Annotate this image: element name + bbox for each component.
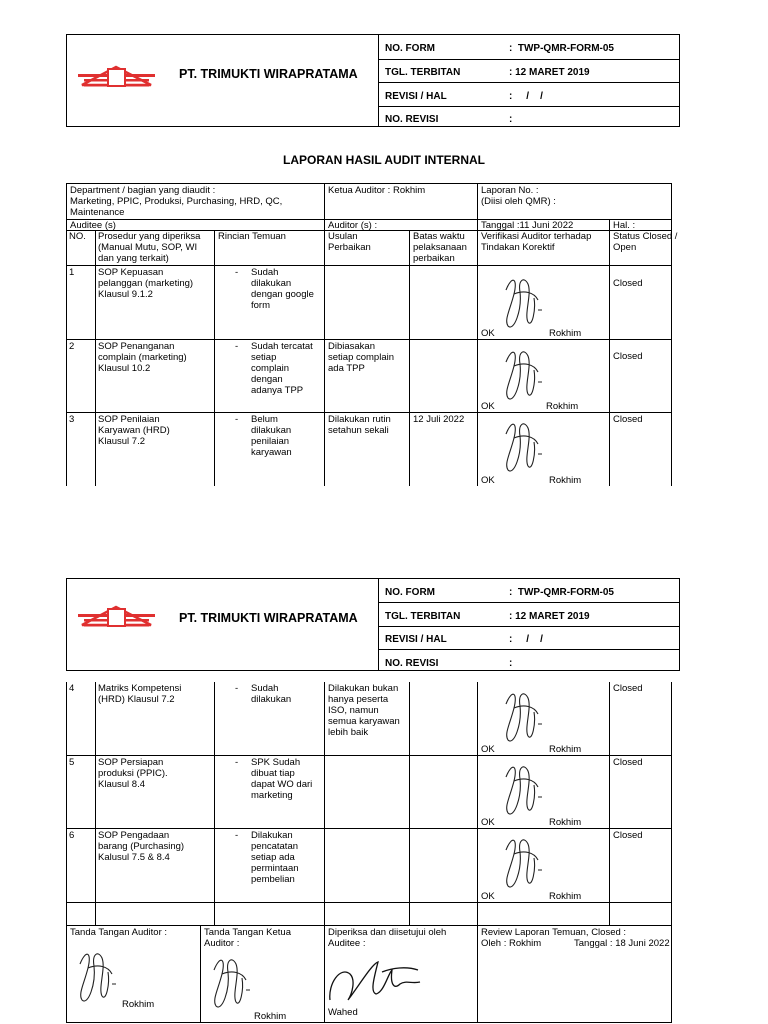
auditor-signature-name: Rokhim: [122, 999, 155, 1010]
row-ok: OK: [481, 891, 495, 902]
no-form-label: NO. FORM: [385, 43, 435, 54]
no-revisi-label: NO. REVISI: [385, 658, 439, 669]
company-logo: [78, 65, 155, 87]
row-prosedur: SOP Pengadaan barang (Purchasing) Kalusul 7.5 & 8.4: [98, 830, 185, 863]
row-auditor-name: Rokhim: [549, 817, 582, 828]
no-form-label: NO. FORM: [385, 587, 435, 598]
auditor-signature: [494, 684, 554, 746]
auditor-field: Auditor (s) :: [328, 220, 378, 231]
row-prosedur: SOP Penilaian Karyawan (HRD) Klausul 7.2: [98, 414, 170, 447]
row-dash: -: [235, 414, 239, 425]
row-no: 5: [69, 757, 75, 768]
row-status: Closed: [613, 414, 643, 425]
col-batas-header: Batas waktu pelaksanaan perbaikan: [413, 231, 467, 264]
auditee-signature: [326, 944, 426, 1006]
no-form-value: : TWP-QMR-FORM-05: [509, 43, 614, 54]
no-revisi-value: :: [509, 114, 513, 125]
row-status: Closed: [613, 830, 643, 841]
row-no: 3: [69, 414, 75, 425]
row-ok: OK: [481, 817, 495, 828]
col-status-header: Status Closed / Open: [613, 231, 678, 253]
auditee-approval-label: Diperiksa dan diisetujui oleh Auditee :: [328, 927, 447, 949]
col-no-header: NO.: [69, 231, 86, 242]
row-dash: -: [235, 830, 239, 841]
col-rincian-header: Rincian Temuan: [218, 231, 286, 242]
row-status: Closed: [613, 278, 643, 289]
row-ok: OK: [481, 401, 495, 412]
company-logo: [78, 605, 155, 627]
row-ok: OK: [481, 328, 495, 339]
ketua-auditor-field: Ketua Auditor : Rokhim: [328, 185, 426, 196]
revisi-hal-value: : / /: [509, 634, 543, 645]
row-temuan: Sudah dilakukan: [251, 683, 292, 705]
review-date: Tanggal : 18 Juni 2022: [574, 938, 670, 949]
no-revisi-value: :: [509, 658, 513, 669]
company-name: PT. TRIMUKTI WIRAPRATAMA: [179, 611, 358, 625]
auditee-name: Wahed: [328, 1007, 358, 1018]
auditor-signature: [494, 757, 554, 819]
ketua-signature-name: Rokhim: [254, 1011, 287, 1022]
row-temuan: Belum dilakukan penilaian karyawan: [251, 414, 292, 458]
tgl-terbitan-value: : 12 MARET 2019: [509, 67, 590, 78]
row-prosedur: Matriks Kompetensi (HRD) Klausul 7.2: [98, 683, 182, 705]
row-no: 1: [69, 267, 75, 278]
form-header-page2: [66, 578, 680, 671]
row-dash: -: [235, 683, 239, 694]
ketua-auditor-signature: [202, 950, 262, 1012]
row-usulan: Dilakukan rutin setahun sekali: [328, 414, 391, 436]
tgl-terbitan-label: TGL. TERBITAN: [385, 611, 461, 622]
row-no: 4: [69, 683, 75, 694]
review-by: Oleh : Rokhim: [481, 938, 542, 949]
tgl-terbitan-value: : 12 MARET 2019: [509, 611, 590, 622]
auditee-field: Auditee (s): [70, 220, 116, 231]
row-prosedur: SOP Persiapan produksi (PPIC). Klausul 8.4: [98, 757, 168, 790]
row-status: Closed: [613, 683, 643, 694]
form-header-page1: [66, 34, 680, 127]
row-batas: 12 Juli 2022: [413, 414, 465, 425]
row-temuan: SPK Sudah dibuat tiap dapat WO dari marketing: [251, 757, 313, 801]
col-verifikasi-header: Verifikasi Auditor terhadap Tindakan Korektif: [481, 231, 592, 253]
hal-field: Hal. :: [613, 220, 636, 231]
no-revisi-label: NO. REVISI: [385, 114, 439, 125]
row-auditor-name: Rokhim: [549, 744, 582, 755]
row-usulan: Dibiasakan setiap complain ada TPP: [328, 341, 395, 374]
row-auditor-name: Rokhim: [549, 328, 582, 339]
row-temuan: Sudah tercatat setiap complain dengan adanya TPP: [251, 341, 313, 396]
row-ok: OK: [481, 744, 495, 755]
department-field: Department / bagian yang diaudit : Marketing, PPIC, Produksi, Purchasing, HRD, QC, Maintenance: [70, 185, 283, 218]
report-title: LAPORAN HASIL AUDIT INTERNAL: [283, 153, 485, 167]
col-prosedur-header: Prosedur yang diperiksa (Manual Mutu, SOP, WI dan yang terkait): [98, 231, 201, 264]
company-name: PT. TRIMUKTI WIRAPRATAMA: [179, 67, 358, 81]
auditor-signature: [494, 414, 554, 476]
row-dash: -: [235, 267, 239, 278]
auditor-signature: [494, 342, 554, 404]
ketua-signature-label: Tanda Tangan Ketua Auditor :: [204, 927, 291, 949]
auditor-signature: [68, 944, 128, 1006]
tgl-terbitan-label: TGL. TERBITAN: [385, 67, 461, 78]
review-label: Review Laporan Temuan, Closed :: [481, 927, 627, 938]
revisi-hal-label: REVISI / HAL: [385, 634, 447, 645]
row-prosedur: SOP Kepuasan pelanggan (marketing) Klausul 9.1.2: [98, 267, 194, 300]
row-status: Closed: [613, 351, 643, 362]
auditor-signature: [494, 270, 554, 332]
row-temuan: Dilakukan pencatatan setiap ada permintaan pembelian: [251, 830, 299, 885]
row-dash: -: [235, 757, 239, 768]
row-auditor-name: Rokhim: [546, 401, 579, 412]
revisi-hal-label: REVISI / HAL: [385, 91, 447, 102]
row-dash: -: [235, 341, 239, 352]
row-auditor-name: Rokhim: [549, 475, 582, 486]
row-no: 2: [69, 341, 75, 352]
auditor-signature: [494, 830, 554, 892]
row-status: Closed: [613, 757, 643, 768]
row-usulan: Dilakukan bukan hanya peserta ISO, namun semua karyawan lebih baik: [328, 683, 400, 738]
row-auditor-name: Rokhim: [549, 891, 582, 902]
row-ok: OK: [481, 475, 495, 486]
row-prosedur: SOP Penanganan complain (marketing) Klausul 10.2: [98, 341, 187, 374]
row-temuan: Sudah dilakukan dengan google form: [251, 267, 314, 311]
no-form-value: : TWP-QMR-FORM-05: [509, 587, 614, 598]
tanggal-field: Tanggal :11 Juni 2022: [481, 220, 574, 231]
col-usulan-header: Usulan Perbaikan: [328, 231, 371, 253]
revisi-hal-value: : / /: [509, 91, 543, 102]
laporan-no-field: Laporan No. : (Diisi oleh QMR) :: [481, 185, 556, 207]
row-no: 6: [69, 830, 75, 841]
auditor-signature-label: Tanda Tangan Auditor :: [70, 927, 168, 938]
